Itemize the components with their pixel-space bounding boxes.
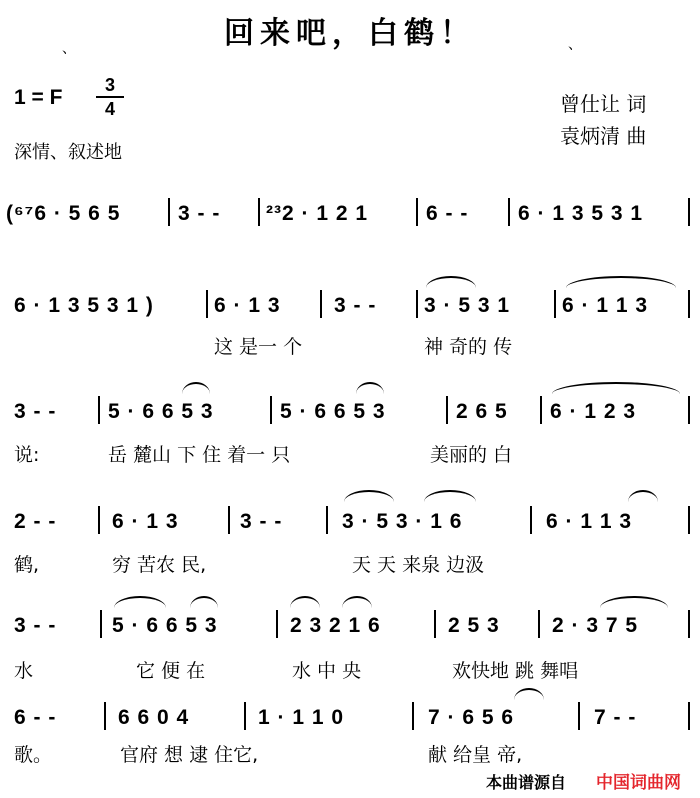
composer-credit: 袁炳清 曲 [560, 124, 647, 148]
barline [688, 702, 690, 730]
barline [554, 290, 556, 318]
barline [434, 610, 436, 638]
measure: 3 - - [178, 202, 221, 225]
lyricist-credit: 曾仕让 词 [560, 92, 647, 116]
slur [514, 688, 544, 700]
barline [258, 198, 260, 226]
barline [326, 506, 328, 534]
slur [344, 490, 394, 502]
lyric-line: 岳 麓山 下 住 着一 只 [108, 444, 291, 466]
barline [578, 702, 580, 730]
slur [182, 382, 210, 394]
lyric-line: 这 是一 个 [214, 336, 303, 358]
slur [628, 490, 658, 502]
measure: ²³2 · 1 2 1 [266, 202, 369, 225]
barline [530, 506, 532, 534]
barline [688, 506, 690, 534]
measure: 6 · 1 2 3 [550, 400, 637, 423]
slur [566, 276, 676, 288]
lyric-line: 歌。 [14, 744, 53, 766]
measure: 6 · 1 1 3 [546, 510, 633, 533]
lyric-line: 说: [14, 444, 40, 466]
measure: 6 - - [426, 202, 469, 225]
source-label: 本曲谱源自 [486, 773, 567, 792]
barline [688, 198, 690, 226]
measure: 5 · 6 6 5 3 [108, 400, 214, 423]
measure: 6 6 0 4 [118, 706, 190, 729]
time-top: 3 [104, 75, 115, 95]
barline [244, 702, 246, 730]
lyric-line: 美丽的 白 [430, 444, 513, 466]
barline [446, 396, 448, 424]
slur [356, 382, 384, 394]
song-title: 回来吧，白鹤！ [224, 16, 476, 51]
slur [190, 596, 218, 608]
barline [508, 198, 510, 226]
slur [426, 276, 476, 288]
lyric-line: 官府 想 逮 住它, [120, 744, 259, 766]
barline [688, 396, 690, 424]
measure: 5 · 6 6 5 3 [280, 400, 386, 423]
slur [290, 596, 320, 608]
barline [206, 290, 208, 318]
slur [552, 382, 680, 394]
barline [276, 610, 278, 638]
stray-mark: 、 [62, 41, 76, 57]
measure: 2 6 5 [456, 400, 508, 423]
barline [228, 506, 230, 534]
measure: 6 · 1 3 [214, 294, 281, 317]
measure: 3 - - [14, 400, 57, 423]
measure: 6 · 1 3 5 3 1 ) [14, 294, 154, 317]
barline [538, 610, 540, 638]
barline [412, 702, 414, 730]
measure: 6 - - [14, 706, 57, 729]
measure: 7 · 6 5 6 [428, 706, 515, 729]
time-bottom: 4 [104, 99, 115, 119]
lyric-line: 神 奇的 传 [424, 336, 513, 358]
stray-mark: 、 [568, 37, 582, 53]
barline [320, 290, 322, 318]
measure: (⁶⁷6 · 5 6 5 [6, 202, 121, 225]
measure: 6 · 1 3 [112, 510, 179, 533]
barline [270, 396, 272, 424]
measure: 7 - - [594, 706, 637, 729]
measure: 3 · 5 3 · 1 6 [342, 510, 463, 533]
barline [688, 610, 690, 638]
lyric-line: 献 给皇 帝, [428, 744, 523, 766]
slur [600, 596, 668, 608]
slur [424, 490, 476, 502]
measure: 2 · 3 7 5 [552, 614, 639, 637]
measure: 6 · 1 3 5 3 1 [518, 202, 644, 225]
lyric-line: 水 中 央 [292, 660, 362, 682]
time-divider [96, 96, 124, 98]
barline [168, 198, 170, 226]
measure: 2 3 2 1 6 [290, 614, 381, 637]
barline [688, 290, 690, 318]
lyric-line: 鹤, [14, 554, 40, 576]
slur [114, 596, 166, 608]
lyric-line: 它 便 在 [136, 660, 206, 682]
barline [416, 198, 418, 226]
barline [98, 506, 100, 534]
measure: 3 · 5 3 1 [424, 294, 511, 317]
lyric-line: 水 [14, 660, 34, 682]
measure: 5 · 6 6 5 3 [112, 614, 218, 637]
barline [540, 396, 542, 424]
lyric-line: 天 天 来泉 边汲 [352, 554, 485, 576]
barline [416, 290, 418, 318]
lyric-line: 欢快地 跳 舞唱 [452, 660, 579, 682]
site-brand[interactable]: 中国词曲网 [596, 773, 681, 793]
measure: 1 · 1 1 0 [258, 706, 345, 729]
measure: 2 - - [14, 510, 57, 533]
measure: 3 - - [334, 294, 377, 317]
time-signature [96, 76, 124, 118]
measure: 3 - - [240, 510, 283, 533]
slur [342, 596, 372, 608]
measure: 6 · 1 1 3 [562, 294, 649, 317]
key-signature: 1 = F [14, 86, 63, 109]
measure: 2 5 3 [448, 614, 500, 637]
barline [98, 396, 100, 424]
barline [104, 702, 106, 730]
measure: 3 - - [14, 614, 57, 637]
lyric-line: 穷 苦农 民, [112, 554, 207, 576]
barline [100, 610, 102, 638]
tempo-marking: 深情、叙述地 [14, 142, 122, 163]
